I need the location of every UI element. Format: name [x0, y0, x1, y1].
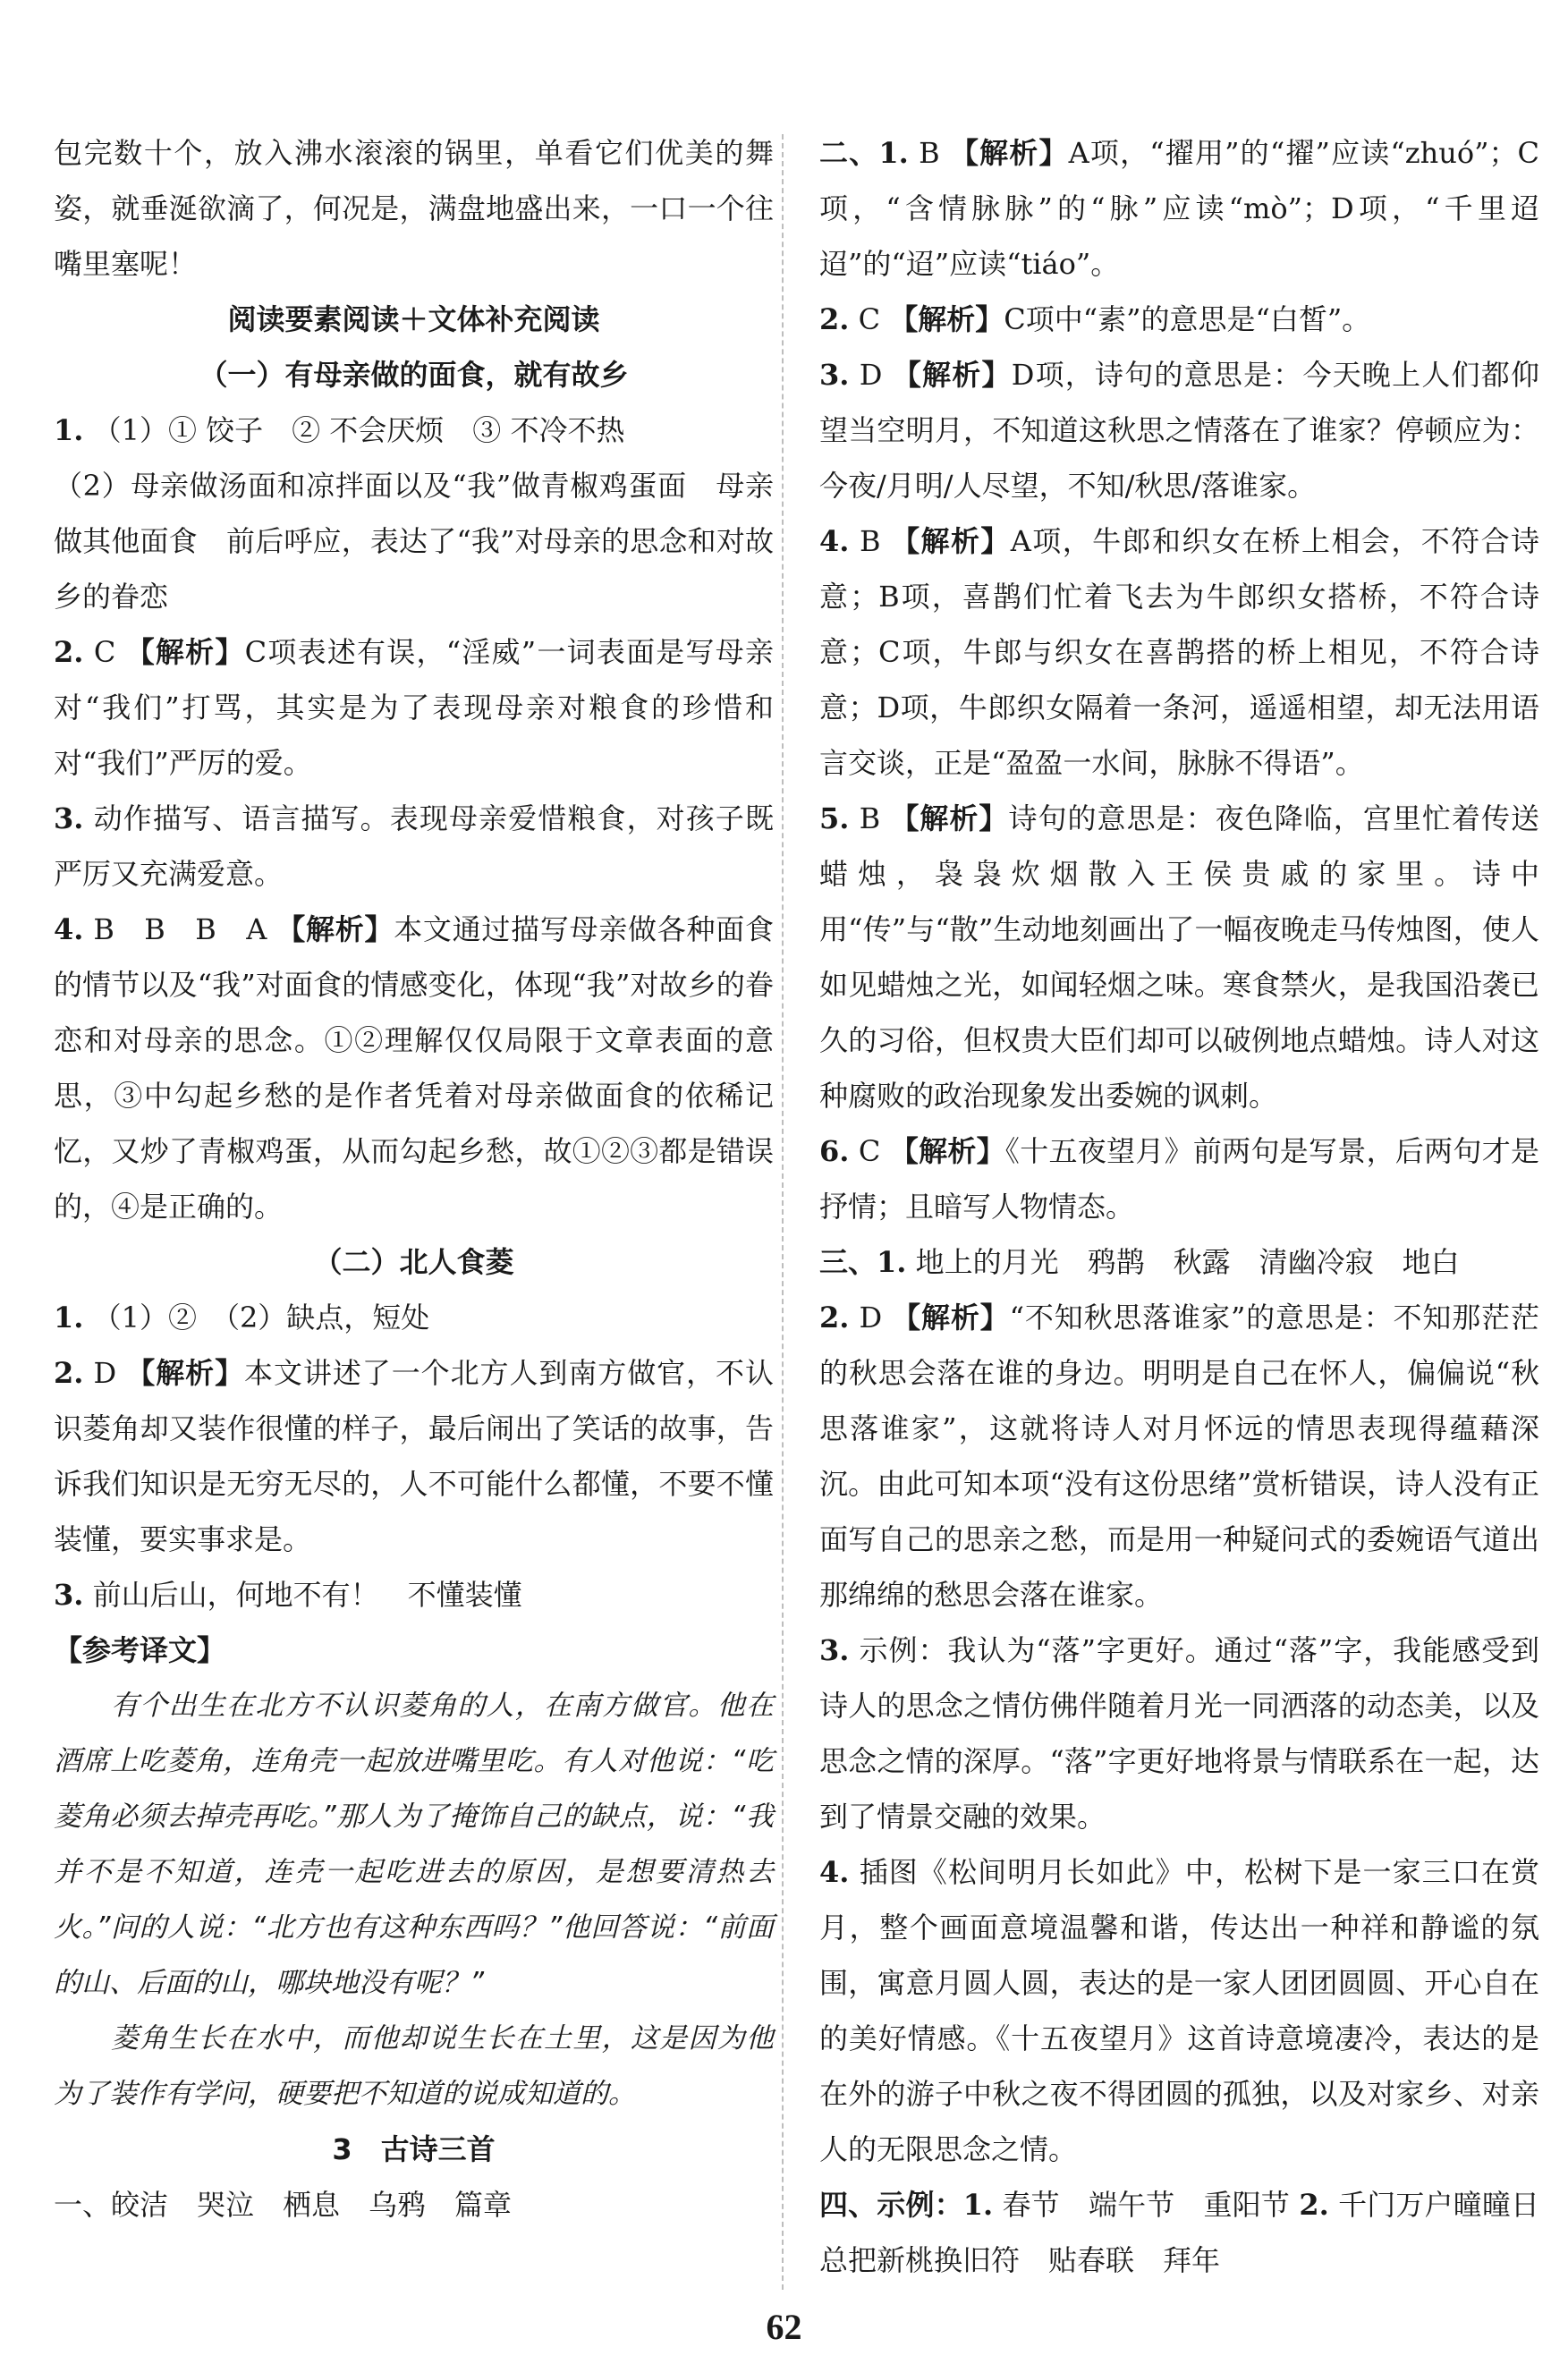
page-number: 62: [766, 2307, 802, 2347]
answer-number: 3.: [819, 1633, 850, 1667]
answer-number: 4.: [819, 524, 850, 558]
answer-text: C项表述有误，“淫威”一词表面是写母亲对“我们”打骂，其实是为了表现母亲对粮食的珍惜和对“我们”严厉的爱。: [54, 635, 774, 780]
passage-title: （一）有母亲做的面食，就有故乡: [199, 358, 629, 392]
reference-translation-title: 【参考译文】: [54, 1633, 226, 1667]
answer-number: 三、1.: [819, 1245, 907, 1279]
answer-text: 插图《松间明月长如此》中，松树下是一家三口在赏月，整个画面意境温馨和谐，传达出一种祥和静谧的氛围，寓意月圆人圆，表达的是一家人团团圆圆、开心自在的美好情感。《十五夜望月》这首诗意境凄冷，表达的是在外的游子中秋之夜不得团圆的孤独，以及对家乡、对亲人的无限思念之情。: [819, 1855, 1539, 2166]
analysis-tag: 【解析】: [892, 358, 1012, 392]
continued-paragraph: 包完数十个，放入沸水滚滚的锅里，单看它们优美的舞姿，就垂涎欲滴了，何况是，满盘地盛出来，一口一个往嘴里塞呢！: [54, 136, 774, 281]
answer-r4: [819, 513, 1539, 791]
answer-text: 前山后山，何地不有！ 不懂装懂: [92, 1578, 522, 1612]
answer-b1: [54, 1290, 774, 1345]
translation-paragraph: 有个出生在北方不认识菱角的人，在南方做官。他在酒席上吃菱角，连角壳一起放进嘴里吃。有人对他说：“吃菱角必须去掉壳再吃。”那人为了掩饰自己的缺点，说：“我并不是不知道，连壳一起吃进去的原因，是想要清热去火。”问的人说：“北方也有这种东西吗？”他回答说：“前面的山、后面的山，哪块地没有呢？”: [54, 1690, 774, 1999]
analysis-tag: 【解析】: [890, 801, 1009, 835]
answer-text: 春节 端午节 重阳节: [1002, 2188, 1291, 2222]
analysis-tag: 【解析】: [889, 1134, 1005, 1168]
analysis-tag: 【解析】: [126, 1356, 245, 1390]
answer-number: 四、示例：1.: [819, 2188, 994, 2222]
left-column: [54, 125, 774, 2233]
passage-title: （二）北人食菱: [313, 1245, 514, 1279]
answer-choice: D: [859, 358, 883, 392]
answer-s4: [819, 1844, 1539, 2177]
answer-s1: [819, 1234, 1539, 1290]
answer-number: 5.: [819, 801, 850, 835]
analysis-tag: 【解析】: [892, 1301, 1010, 1335]
answer-text: A项，牛郎和织女在桥上相会，不符合诗意；B项，喜鹊们忙着飞去为牛郎织女搭桥，不符合诗意；C项，牛郎与织女在喜鹊搭的桥上相见，不符合诗意；D项，牛郎织女隔着一条河，遥遥相望，却无法用语言交谈，正是“盈盈一水间，脉脉不得语”。: [819, 524, 1539, 780]
answer-text: （1）② （2）缺点，短处: [92, 1301, 430, 1335]
answer-number: 6.: [819, 1134, 850, 1168]
answer-b2: [54, 1345, 774, 1567]
answer-number: 2.: [54, 635, 84, 669]
analysis-tag: 【解析】: [125, 635, 245, 669]
answer-number: 二、1.: [819, 136, 909, 170]
answer-text: 本文通过描写母亲做各种面食的情节以及“我”对面食的情感变化，体现“我”对故乡的眷恋和对母亲的思念。①②理解仅仅局限于文章表面的意思，③中勾起乡愁的是作者凭着对母亲做面食的依稀记忆，又炒了青椒鸡蛋，从而勾起乡愁，故①②③都是错误的，④是正确的。: [54, 912, 774, 1224]
answer-number: 3.: [54, 801, 84, 835]
answer-r1: [819, 125, 1539, 292]
answer-b3: [54, 1567, 774, 1623]
answer-choice: B B B A: [93, 912, 267, 946]
answer-choice: B: [860, 524, 881, 558]
answer-text: 动作描写、语言描写。表现母亲爱惜粮食，对孩子既严厉又充满爱意。: [54, 801, 774, 891]
answer-number: 4.: [54, 912, 84, 946]
lesson-title: 3 古诗三首: [332, 2132, 496, 2166]
answer-part-1: 一、皎洁 哭泣 栖息 乌鸦 篇章: [54, 2188, 513, 2222]
analysis-tag: 【解析】: [889, 302, 1004, 336]
answer-text: 示例：我认为“落”字更好。通过“落”字，我能感受到诗人的思念之情仿佛伴随着月光一同洒落的动态美，以及思念之情的深厚。“落”字更好地将景与情联系在一起，达到了情景交融的效果。: [819, 1633, 1539, 1834]
answer-1-part-2: （2）母亲做汤面和凉拌面以及“我”做青椒鸡蛋面 母亲做其他面食 前后呼应，表达了“我”对母亲的思念和对故乡的眷恋: [54, 469, 774, 614]
answer-choice: D: [859, 1301, 883, 1335]
answer-text: 地上的月光 鸦鹊 秋露 清幽冷寂 地白: [915, 1245, 1460, 1279]
answer-2: [54, 624, 774, 791]
answer-number: 2.: [1299, 2188, 1329, 2222]
answer-choice: C: [858, 1134, 881, 1168]
translation-paragraph: 菱角生长在水中，而他却说生长在土里，这是因为他为了装作有学问，硬要把不知道的说成知道的。: [54, 2022, 774, 2110]
answer-r3: [819, 347, 1539, 513]
answer-number: 1.: [54, 1301, 84, 1335]
answer-text: D项，诗句的意思是：今天晚上人们都仰望当空明月，不知道这秋思之情落在了谁家？停顿应为：今夜/月明/人尽望，不知/秋思/落谁家。: [819, 358, 1539, 503]
answer-1: [54, 402, 774, 458]
answer-number: 4.: [819, 1855, 850, 1889]
answer-number: 2.: [819, 1301, 850, 1335]
answer-number: 3.: [54, 1578, 84, 1612]
answer-r2: [819, 292, 1539, 347]
answer-text: C项中“素”的意思是“白皙”。: [1004, 302, 1371, 336]
analysis-tag: 【解析】: [949, 136, 1069, 170]
answer-r5: [819, 791, 1539, 1123]
answer-3: [54, 791, 774, 902]
section-heading: 阅读要素阅读＋文体补充阅读: [227, 302, 600, 336]
answer-choice: B: [919, 136, 940, 170]
column-divider: [782, 134, 784, 2290]
answer-choice: C: [858, 302, 881, 336]
answer-text: 《十五夜望月》前两句是写景，后两句才是抒情；且暗写人物情态。: [819, 1134, 1539, 1224]
answer-r6: [819, 1123, 1539, 1234]
right-column: [819, 125, 1568, 2288]
answer-number: 2.: [819, 302, 850, 336]
analysis-tag: 【解析】: [276, 912, 394, 946]
answer-4: [54, 902, 774, 1234]
answer-text: A项，“擢用”的“擢”应读“zhuó”；C项，“含情脉脉”的“脉”应读“mò”；D项，“千里迢迢”的“迢”应读“tiáo”。: [819, 136, 1539, 281]
answer-text: 千门万户曈曈日 总把新桃换旧符 贴春联 拜年: [819, 2188, 1568, 2277]
answer-text: 本文讲述了一个北方人到南方做官，不认识菱角却又装作很懂的样子，最后闹出了笑话的故事，告诉我们知识是无穷无尽的，人不可能什么都懂，不要不懂装懂，要实事求是。: [54, 1356, 774, 1556]
answer-s3: [819, 1623, 1539, 1844]
answer-text: “不知秋思落谁家”的意思是：不知那茫茫的秋思会落在谁的身边。明明是自己在怀人，偏偏说“秋思落谁家”，这就将诗人对月怀远的情思表现得蕴藉深沉。由此可知本项“没有这份思绪”赏析错误，诗人没有正面写自己的思亲之愁，而是用一种疑问式的委婉语气道出那绵绵的愁思会落在谁家。: [819, 1301, 1539, 1612]
answer-choice: D: [93, 1356, 117, 1390]
answer-number: 3.: [819, 358, 850, 392]
answer-number: 2.: [54, 1356, 84, 1390]
analysis-tag: 【解析】: [891, 524, 1011, 558]
answer-choice: B: [859, 801, 881, 835]
answer-t: [819, 2177, 1568, 2288]
answer-text: 诗句的意思是：夜色降临，宫里忙着传送蜡烛，袅袅炊烟散入王侯贵戚的家里。诗中用“传”与“散”生动地刻画出了一幅夜晚走马传烛图，使人如见蜡烛之光，如闻轻烟之味。寒食禁火，是我国沿袭已久的习俗，但权贵大臣们却可以破例地点蜡烛。诗人对这种腐败的政治现象发出委婉的讽刺。: [819, 801, 1539, 1113]
answer-text: （1）① 饺子 ② 不会厌烦 ③ 不冷不热: [92, 413, 625, 447]
answer-s2: [819, 1290, 1539, 1623]
answer-number: 1.: [54, 413, 84, 447]
answer-choice: C: [93, 635, 116, 669]
